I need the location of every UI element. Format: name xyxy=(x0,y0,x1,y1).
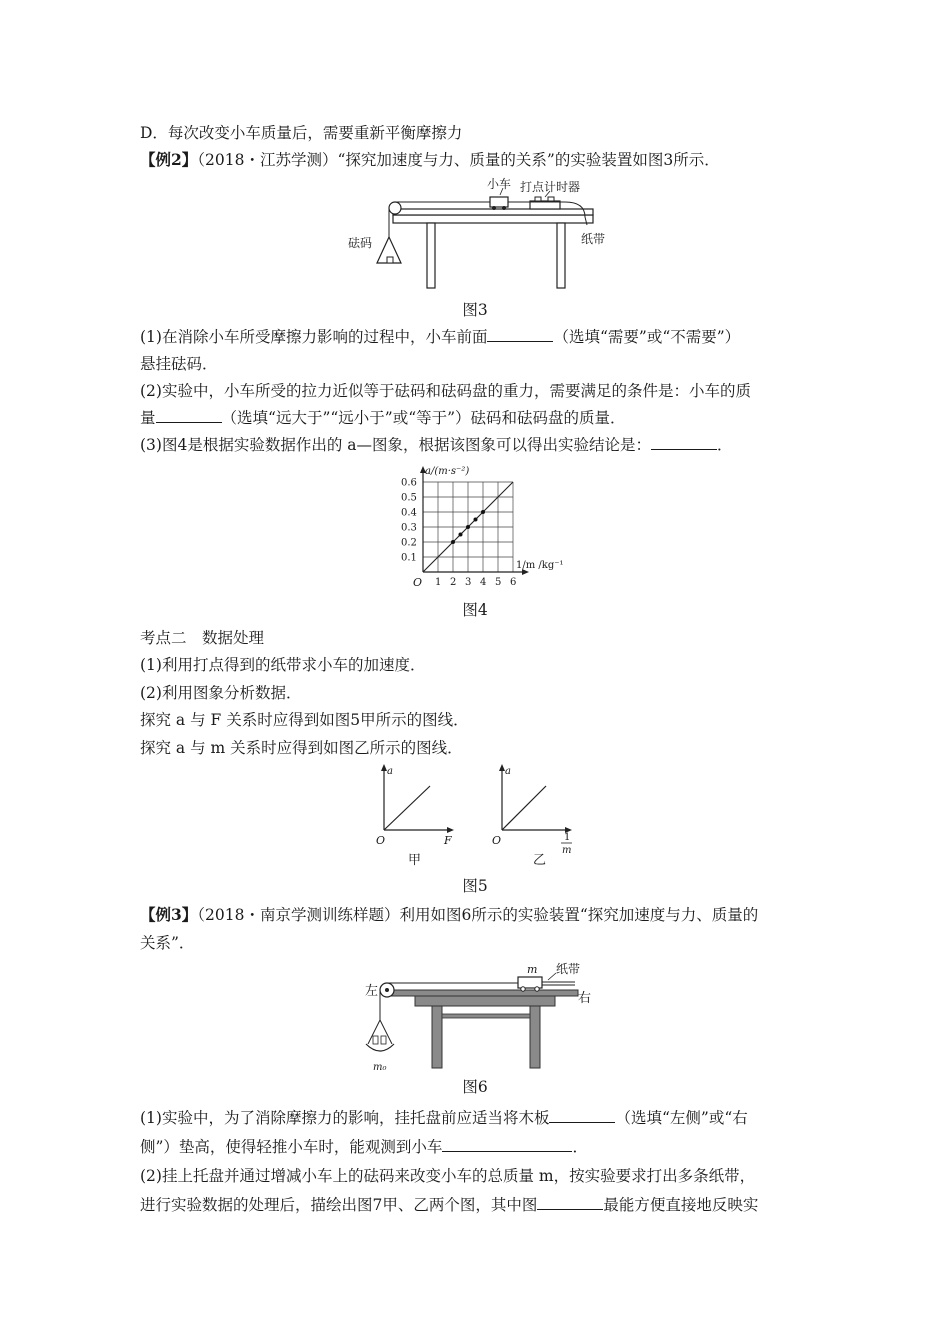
example-3-text-2: 关系”． xyxy=(140,934,195,952)
graph-yi xyxy=(492,764,572,868)
part-1-options: （选填“左侧”或“右 xyxy=(615,1109,748,1127)
graph-yi-m: m xyxy=(562,845,572,856)
figure-4-chart xyxy=(395,460,565,595)
y-tick-label: 0.2 xyxy=(401,537,417,549)
data-step-3: 探究 a 与 F 关系时应得到如图5甲所示的图线． xyxy=(140,711,469,729)
x-tick-label: 2 xyxy=(450,577,457,588)
figure-4-caption: 图4 xyxy=(462,601,488,619)
question-2-options: （选填“远大于”“远小于”或“等于”）砝码和砝码盘的质量． xyxy=(221,409,626,427)
fig6-tape-label: 纸带 xyxy=(556,962,581,976)
question-1-text: (1)在消除小车所受摩擦力影响的过程中，小车前面 xyxy=(140,328,488,346)
y-tick-label: 0.6 xyxy=(401,477,417,489)
question-1-line-2: 悬挂砝码． xyxy=(140,355,218,373)
fig6-mass-label: m xyxy=(527,963,538,976)
y-tick-label: 0.3 xyxy=(401,522,417,534)
data-point xyxy=(481,510,485,514)
x-tick-label: 4 xyxy=(480,577,487,588)
answer-blank[interactable] xyxy=(442,1137,572,1152)
question-2-line-2 xyxy=(140,408,820,428)
fig3-timer-label: 打点计时器 xyxy=(520,180,581,194)
x-tick-label: 3 xyxy=(465,577,472,588)
question-2-text: 量 xyxy=(140,409,156,427)
graph-jia-origin: O xyxy=(376,834,386,847)
example-3-text: （2018・南京学测训练样题）利用如图6所示的实验装置“探究加速度与力、质量的 xyxy=(197,906,759,924)
data-point xyxy=(474,518,478,522)
fig6-tray-mass-label: m₀ xyxy=(373,1062,387,1073)
question-3-text: (3)图4是根据实验数据作出的 a—图象，根据该图象可以得出实验结论是： xyxy=(140,436,651,454)
example-2-text: （2018・江苏学测）“探究加速度与力、质量的关系”的实验装置如图3所示． xyxy=(197,151,720,169)
example-3-heading xyxy=(140,905,820,925)
section-heading: 考点二 数据处理 xyxy=(140,629,265,647)
graph-jia-F: F xyxy=(444,834,452,847)
figure-5-caption: 图5 xyxy=(462,877,488,895)
fig3-weights-label: 砝码 xyxy=(348,236,373,250)
x-tick-label: 5 xyxy=(495,577,502,588)
answer-blank[interactable] xyxy=(156,408,222,423)
option-d: D．每次改变小车质量后，需要重新平衡摩擦力 xyxy=(140,124,463,142)
x-tick-label: 1 xyxy=(435,577,442,588)
fig3-cart-label: 小车 xyxy=(487,177,512,191)
figure-3-caption: 图3 xyxy=(462,301,488,319)
answer-blank[interactable] xyxy=(537,1195,603,1210)
data-point xyxy=(459,533,463,537)
graph-jia-a: a xyxy=(387,766,393,777)
data-step-2: (2)利用图象分析数据． xyxy=(140,684,302,702)
x-tick-label: 6 xyxy=(510,577,517,588)
graph-yi-caption: 乙 xyxy=(533,853,547,868)
question-1-line-1 xyxy=(140,327,820,347)
answer-blank[interactable] xyxy=(549,1108,615,1123)
example-2-tag: 【例2】 xyxy=(140,150,198,169)
answer-blank[interactable] xyxy=(487,327,553,342)
part-1-text: (1)实验中，为了消除摩擦力的影响，挂托盘前应适当将木板 xyxy=(140,1109,550,1127)
chart-ylabel: a/(m·s⁻²) xyxy=(425,466,470,477)
question-3-line xyxy=(140,435,820,455)
part-2-line-2 xyxy=(140,1195,820,1215)
fig3-tape-label: 纸带 xyxy=(581,232,606,246)
data-point xyxy=(466,525,470,529)
fig6-right-label: 右 xyxy=(578,991,592,1006)
fig6-left-label: 左 xyxy=(365,984,379,999)
answer-blank[interactable] xyxy=(651,435,717,450)
data-step-4: 探究 a 与 m 关系时应得到如图乙所示的图线． xyxy=(140,739,463,757)
part-2-line-1: (2)挂上托盘并通过增减小车上的砝码来改变小车的总质量 m，按实验要求打出多条纸带， xyxy=(140,1167,756,1185)
figure-5-graphs xyxy=(370,762,590,872)
part-2-text: 进行实验数据的处理后，描绘出图7甲、乙两个图，其中图 xyxy=(140,1196,538,1214)
part-1-end: ． xyxy=(572,1138,588,1156)
y-tick-label: 0.1 xyxy=(401,552,417,564)
question-1-options: （选填“需要”或“不需要”） xyxy=(553,328,741,346)
chart-origin-label: O xyxy=(413,576,423,589)
graph-jia-caption: 甲 xyxy=(408,853,422,868)
figure-6-apparatus xyxy=(360,962,610,1074)
part-1-text-2: 侧”）垫高，使得轻推小车时，能观测到小车 xyxy=(140,1138,443,1156)
example-3-tag: 【例3】 xyxy=(140,905,198,924)
graph-yi-a: a xyxy=(505,766,511,777)
question-2-line-1: (2)实验中，小车所受的拉力近似等于砝码和砝码盘的重力，需要满足的条件是：小车的质 xyxy=(140,382,751,400)
figure-3-apparatus xyxy=(345,175,615,295)
part-1-line-2 xyxy=(140,1137,820,1157)
question-3-end: ． xyxy=(717,436,733,454)
y-tick-label: 0.4 xyxy=(401,507,417,519)
graph-yi-one: 1 xyxy=(564,832,571,843)
graph-jia xyxy=(376,764,454,868)
data-step-1: (1)利用打点得到的纸带求小车的加速度． xyxy=(140,656,426,674)
example-2-heading xyxy=(140,150,820,170)
part-2-text-end: 最能方便直接地反映实 xyxy=(603,1196,759,1214)
chart-xlabel: 1/m /kg⁻¹ xyxy=(516,560,564,571)
y-tick-label: 0.5 xyxy=(401,492,417,504)
graph-yi-origin: O xyxy=(492,834,502,847)
part-1-line-1 xyxy=(140,1108,820,1128)
figure-6-caption: 图6 xyxy=(462,1078,488,1096)
data-point xyxy=(451,540,455,544)
